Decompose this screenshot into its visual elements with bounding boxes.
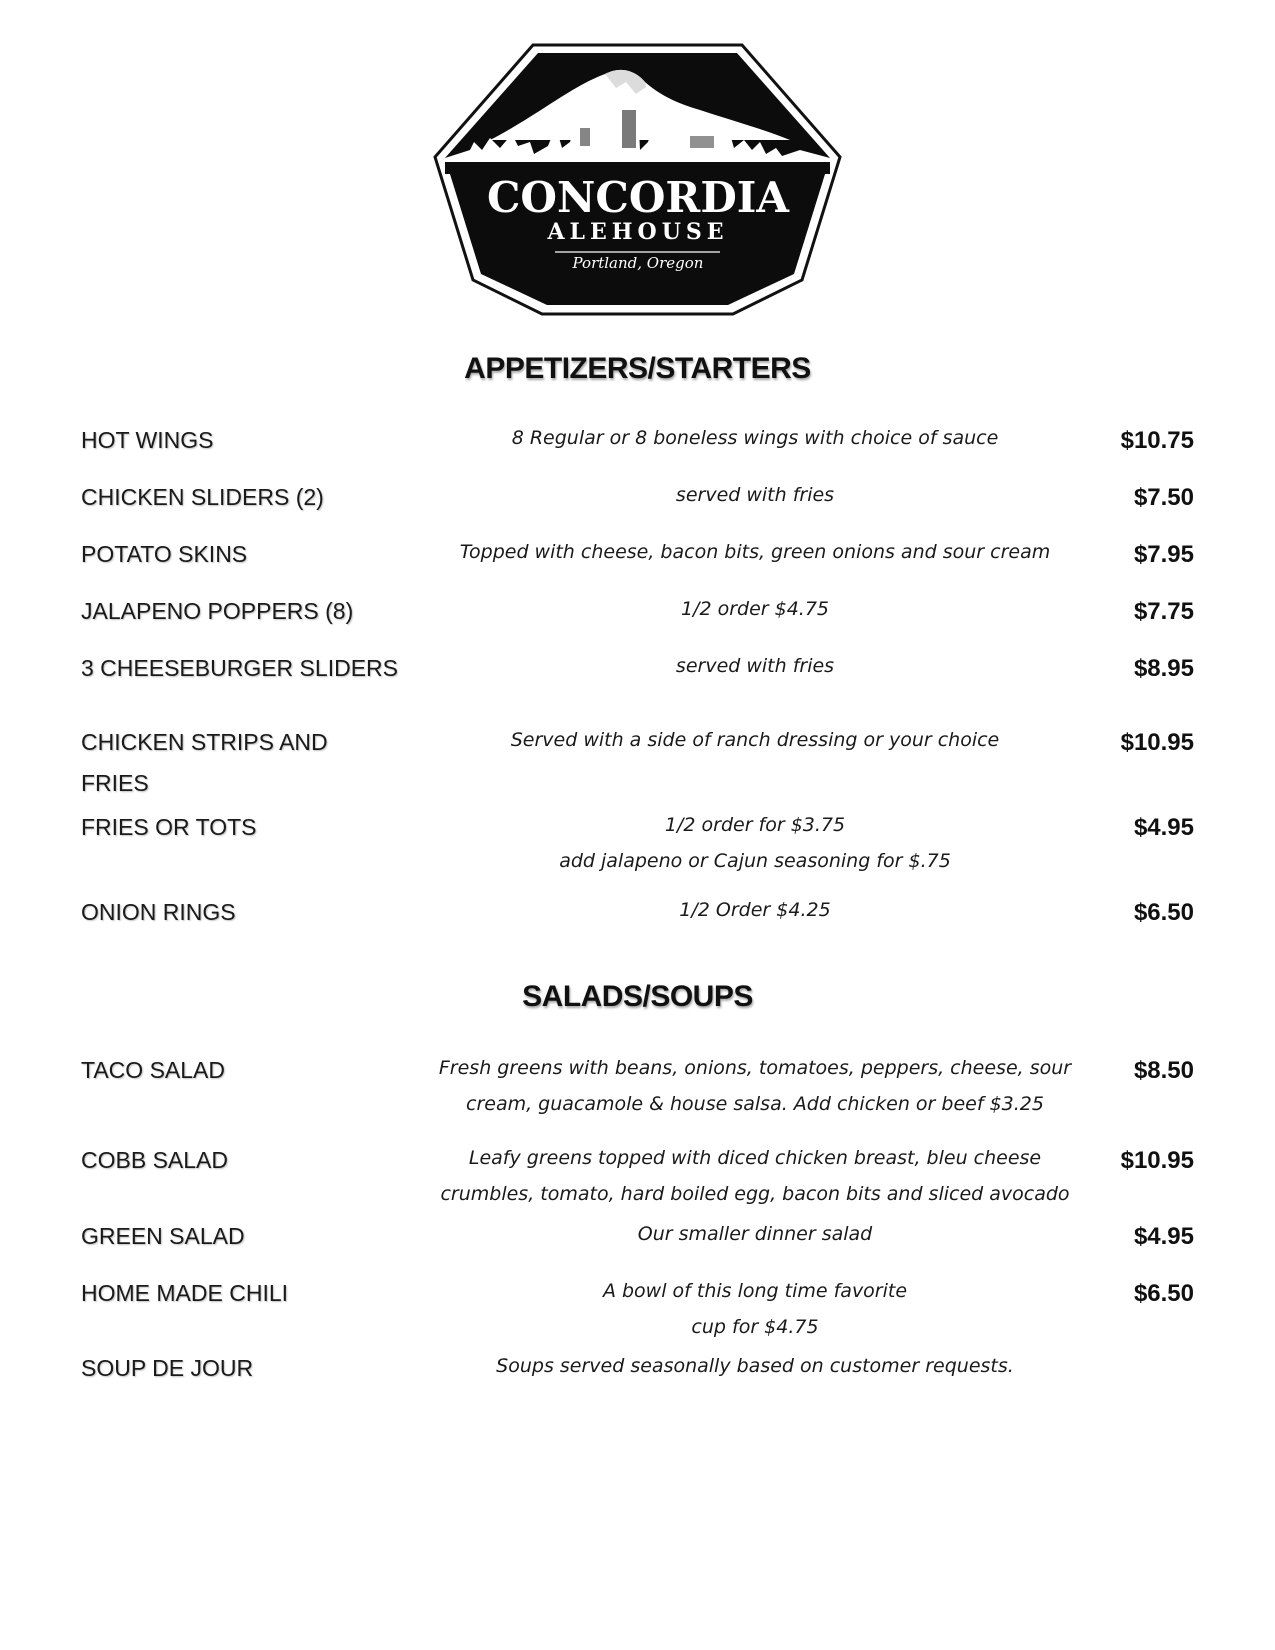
item-name: 3 CHEESEBURGER SLIDERS (81, 655, 398, 681)
item-description (410, 892, 1100, 928)
item-name: HOT WINGS (81, 427, 214, 453)
item-description-line: Served with a side of ranch dressing or your choice (510, 729, 1000, 751)
item-description-line: cup for $4.75 (691, 1316, 819, 1338)
item-name: COBB SALAD (81, 1147, 228, 1173)
item-name: FRIES OR TOTS (81, 814, 257, 840)
item-description-line: Leafy greens topped with diced chicken breast, bleu cheese (468, 1147, 1042, 1169)
item-description (410, 1140, 1100, 1212)
item-description-line: 1/2 order $4.75 (680, 598, 830, 620)
item-price: $6.50 (1133, 899, 1194, 926)
item-description (410, 722, 1100, 758)
section-title-appetizers: APPETIZERS/STARTERS (464, 352, 811, 385)
item-price: $10.95 (1120, 1147, 1194, 1174)
item-description (410, 648, 1100, 684)
item-description (410, 1050, 1100, 1122)
item-name: ONION RINGS (81, 899, 236, 925)
item-name: CHICKEN STRIPS AND FRIES (81, 729, 328, 796)
logo-name: CONCORDIA (487, 173, 789, 222)
item-description-line: A bowl of this long time favorite (602, 1280, 908, 1302)
item-description (410, 591, 1100, 627)
item-description (410, 1348, 1100, 1384)
concordia-alehouse-logo (430, 42, 845, 317)
item-price: $10.95 (1120, 729, 1194, 756)
item-description (410, 420, 1100, 456)
item-price: $10.75 (1120, 427, 1194, 454)
item-description-line: crumbles, tomato, hard boiled egg, bacon bits and sliced avocado (440, 1183, 1070, 1205)
item-description (410, 1273, 1100, 1345)
item-name: HOME MADE CHILI (81, 1280, 289, 1306)
item-name: SOUP DE JOUR (81, 1355, 254, 1381)
item-name: CHICKEN SLIDERS (2) (81, 484, 324, 510)
logo-location: Portland, Oregon (572, 254, 704, 272)
item-price: $4.95 (1133, 814, 1194, 841)
item-description (410, 534, 1100, 570)
item-description (410, 807, 1100, 879)
item-price: $8.50 (1133, 1057, 1194, 1084)
item-price: $7.50 (1133, 484, 1194, 511)
item-price: $7.75 (1133, 598, 1194, 625)
item-name: POTATO SKINS (81, 541, 248, 567)
item-price: $4.95 (1133, 1223, 1194, 1250)
item-description-line: Soups served seasonally based on customer requests. (496, 1355, 1014, 1377)
item-description-line: 8 Regular or 8 boneless wings with choice of sauce (511, 427, 999, 449)
item-description-line: Fresh greens with beans, onions, tomatoes, peppers, cheese, sour (438, 1057, 1072, 1079)
item-description (410, 477, 1100, 513)
item-price: $7.95 (1133, 541, 1194, 568)
section-title-salads: SALADS/SOUPS (522, 980, 753, 1013)
item-description-line: Topped with cheese, bacon bits, green onions and sour cream (459, 541, 1051, 563)
logo-subname: ALEHOUSE (547, 219, 729, 245)
item-price: $6.50 (1133, 1280, 1194, 1307)
item-description-line: served with fries (675, 484, 835, 506)
item-description-line: cream, guacamole & house salsa. Add chicken or beef $3.25 (466, 1093, 1044, 1115)
item-name: TACO SALAD (81, 1057, 225, 1083)
item-description-line: Our smaller dinner salad (637, 1223, 873, 1245)
item-description-line: 1/2 order for $3.75 (664, 814, 846, 836)
item-price: $8.95 (1133, 655, 1194, 682)
item-name: GREEN SALAD (81, 1223, 245, 1249)
item-description-line: 1/2 Order $4.25 (679, 899, 831, 921)
item-description (410, 1216, 1100, 1252)
item-description-line: add jalapeno or Cajun seasoning for $.75 (559, 850, 951, 872)
item-description-line: served with fries (675, 655, 835, 677)
item-name: JALAPENO POPPERS (8) (81, 598, 354, 624)
